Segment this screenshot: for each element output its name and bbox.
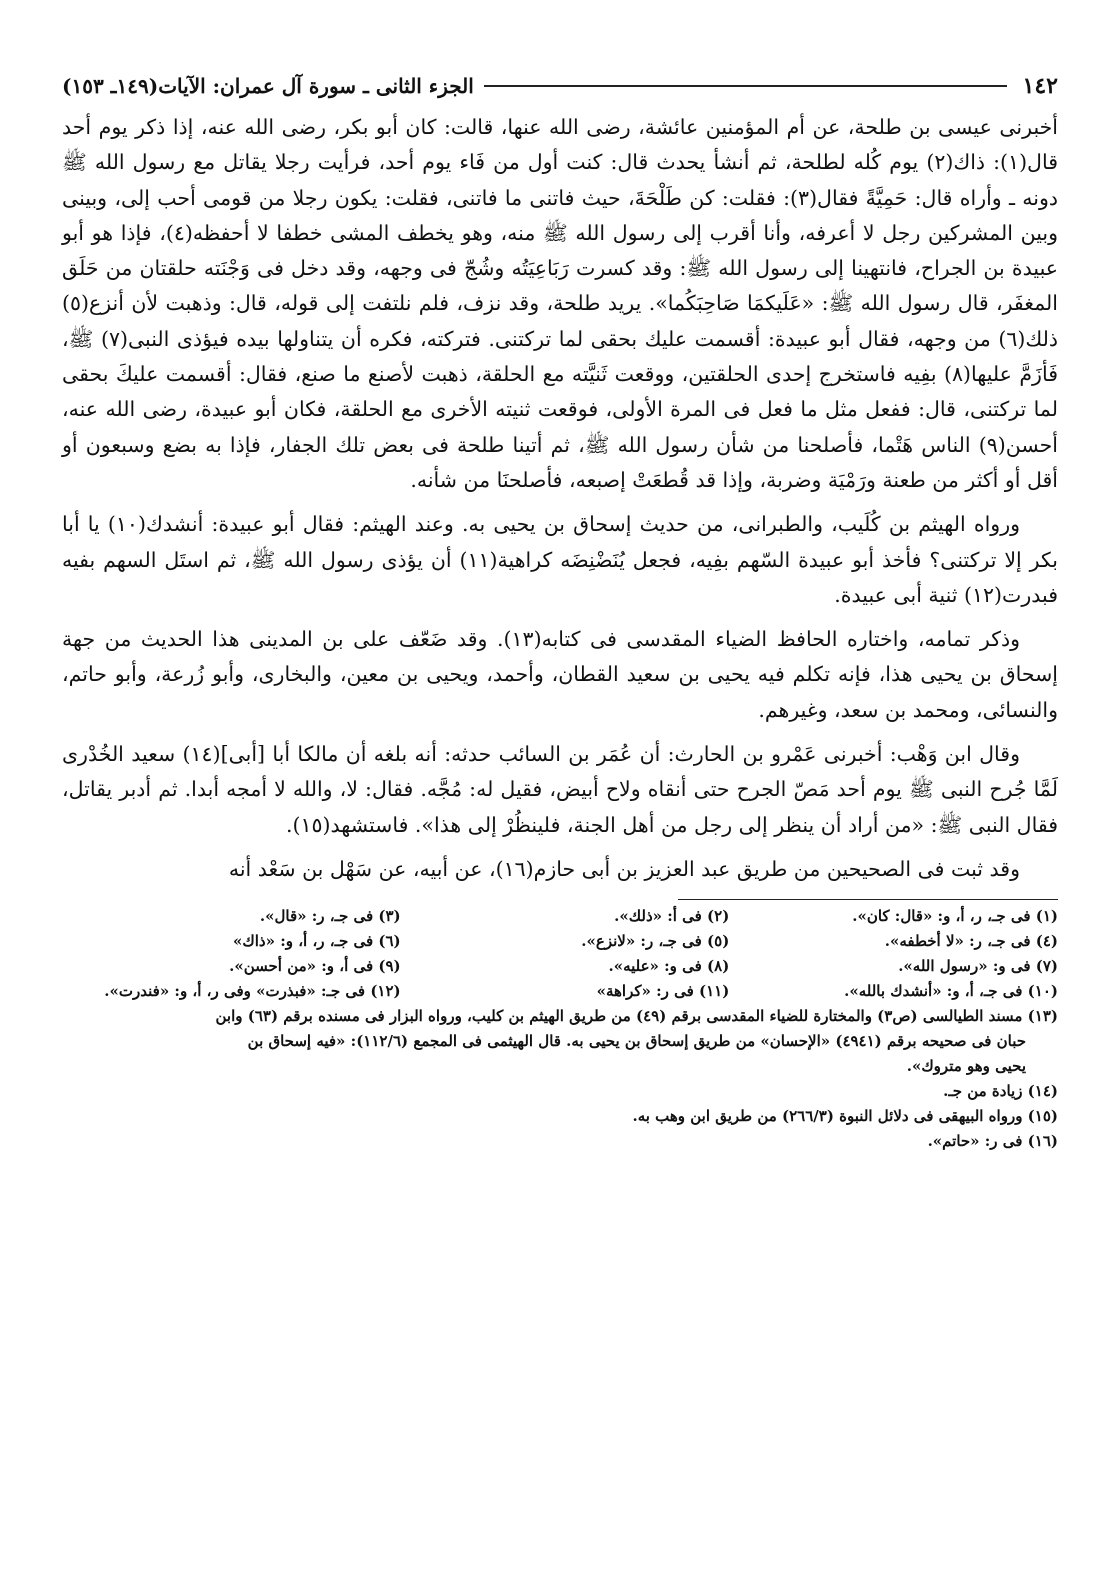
footnote-row — [62, 904, 1058, 929]
footnote-13-line: يحيى وهو متروك». — [906, 1057, 1026, 1076]
footnote-row — [62, 929, 1058, 954]
footnote-13 — [62, 1004, 1058, 1079]
footnote-14: (١٤) زيادة من جـ. — [943, 1082, 1058, 1101]
footnote-15: (١٥) ورواه البيهقى فى دلائل النبوة (٢٦٦/٣) من طريق ابن وهب به. — [632, 1107, 1058, 1126]
header-title: الجزء الثانى ـ سورة آل عمران: الآيات(١٤٩ـ ١٥٣) — [62, 74, 474, 98]
footnote: (٤) فى جـ، ر: «لا أخطفه». — [884, 932, 1058, 951]
footnote: (٦) فى جـ، ر، أ، و: «ذاك» — [233, 932, 401, 951]
paragraph-1: أخبرنى عيسى بن طلحة، عن أم المؤمنين عائشة، رضى الله عنها، قالت: كان أبو بكر، رضى الله عنه، إذا ذكر يوم أحد قال(١): ذاك(٢) يوم كُله لطلحة، ثم أنشأ يحدث قال: كنت أول من فَاء يوم أحد، فرأيت رجلا يقاتل مع رسول الله ﷺ دونه ـ وأراه قال: حَمِيَّةً فقال(٣): فقلت: كن طَلْحَةَ، حيث فاتنى ما فاتنى، فقلت: يكون رجلا من قومى أحب إلى، وبينى وبين المشركين رجل لا أعرفه، وأنا أقرب إلى رسول الله ﷺ منه، وهو يخطف المشى خطفا لا أحفظه(٤)، فإذا هو أبو عبيدة بن الجراح، فانتهينا إلى رسول الله ﷺ: وقد كسرت رَبَاعِيَتُه وشُجّ فى وجهه، وقد دخل فى وَجْنَته حلقتان من حَلَق المغفَر، قال رسول الله ﷺ: «عَلَيكمَا صَاحِبَكُما». يريد طلحة، وقد نزف، فلم نلتفت إلى قوله، قال: وذهبت لأن أنزع(٥) ذلك(٦) من وجهه، فقال أبو عبيدة: أقسمت عليك بحقى لما تركتنى. فتركته، فكره أن يتناولها بيده فيؤذى النبى(٧) ﷺ، فَأزَمَّ عليها(٨) بفِيه فاستخرج إحدى الحلقتين، ووقعت ثَنيَّته مع الحلقة، ذهبت لأصنع ما صنع، فقال: أقسمت عليكَ بحقى لما تركتنى، قال: ففعل مثل ما فعل فى المرة الأولى، فوقعت ثنيته الأخرى مع الحلقة، فكان أبو عبيدة، رضى الله عنه، أحسن(٩) الناس هَتْما، فأصلحنا من شأن رسول الله ﷺ، ثم أتينا طلحة فى بعض تلك الجفار، فإذا به بضع وسبعون أو أقل أو أكثر من طعنة ورَمْيَة وضربة، وإذا قد قُطعَتْ إصبعه، فأصلحنَا من شأنه. — [62, 115, 1059, 492]
footnote-16: (١٦) فى ر: «حاتم». — [927, 1132, 1058, 1151]
footnote: (١٢) فى جـ: «فبذرت» وفى ر، أ، و: «فندرت». — [104, 982, 401, 1001]
footnote-row — [62, 979, 1058, 1004]
paragraph-4: وقال ابن وَهْب: أخبرنى عَمْرو بن الحارث: أن عُمَر بن السائب حدثه: أنه بلغه أن مالكا أبا [أبى](١٤) سعيد الخُدْرى لَمَّا جُرح النبى ﷺ يوم أحد مَصّ الجرح حتى أنقاه ولاح أبيض، فقيل له: مُجَّه. فقال: لا، والله لا أمجه أبدا. ثم أدبر يقاتل، فقال النبى ﷺ: «من أراد أن ينظر إلى رجل من أهل الجنة، فلينظُرْ إلى هذا». فاستشهد(١٥). — [62, 742, 1058, 837]
footnote: (٨) فى و: «عليه». — [608, 957, 730, 976]
paragraph-5: وقد ثبت فى الصحيحين من طريق عبد العزيز بن أبى حازم(١٦)، عن أبيه، عن سَهْل بن سَعْد أنه — [228, 856, 1020, 881]
footnote-row — [62, 954, 1058, 979]
footnote: (٧) فى و: «رسول الله». — [898, 957, 1058, 976]
main-text — [62, 110, 1058, 887]
page-number: ١٤٢ — [1022, 73, 1058, 99]
footnote-rule — [678, 899, 1058, 900]
footnote: (١١) فى ر: «كراهة» — [596, 982, 730, 1001]
paragraph-3: وذكر تمامه، واختاره الحافظ الضياء المقدسى فى كتابه(١٣). وقد ضَعّف على بن المدينى هذا الحديث من جهة إسحاق بن يحيى هذا، فإنه تكلم فيه يحيى بن سعيد القطان، وأحمد، ويحيى بن معين، والبخارى، وأبو زُرعة، وأبو حاتم، والنسائى، ومحمد بن سعد، وغيرهم. — [62, 627, 1058, 722]
footnote: (٥) فى جـ، ر: «لانزع». — [581, 932, 730, 951]
footnote: (٩) فى أ، و: «من أحسن». — [229, 957, 401, 976]
footnote: (١٠) فى جـ، أ، و: «أنشدك بالله». — [844, 982, 1058, 1001]
footnote-13-line: حبان فى صحيحه برقم (٤٩٤١) «الإحسان» من طريق إسحاق بن يحيى به. قال الهيثمى فى المجمع (١١٢/٦): «فيه إسحاق بن — [247, 1032, 1026, 1051]
footnote: (٣) فى جـ، ر: «قال». — [259, 907, 401, 926]
footnote: (١) فى جـ، ر، أ، و: «قال: كان». — [852, 907, 1058, 926]
footnote-13-line: (١٣) مسند الطيالسى (ص٣) والمختارة للضياء المقدسى برقم (٤٩) من طريق الهيثم بن كليب، ورواه البزار فى مسنده برقم (٦٣) وابن — [215, 1007, 1058, 1026]
header-rule — [484, 85, 1007, 87]
running-header — [62, 68, 1058, 104]
paragraph-2: ورواه الهيثم بن كُلَيب، والطبرانى، من حديث إسحاق بن يحيى به. وعند الهيثم: فقال أبو عبيدة: أنشدك(١٠) يا أبا بكر إلا تركتنى؟ فأخذ أبو عبيدة السّهم بفِيه، فجعل يُنَضْنِضَه كراهية(١١) أن يؤذى رسول الله ﷺ، ثم استَل السهم بفيه فبدرت(١٢) ثنية أبى عبيدة. — [62, 512, 1058, 607]
footnotes — [62, 904, 1058, 1154]
footnote: (٢) فى أ: «ذلك». — [614, 907, 730, 926]
